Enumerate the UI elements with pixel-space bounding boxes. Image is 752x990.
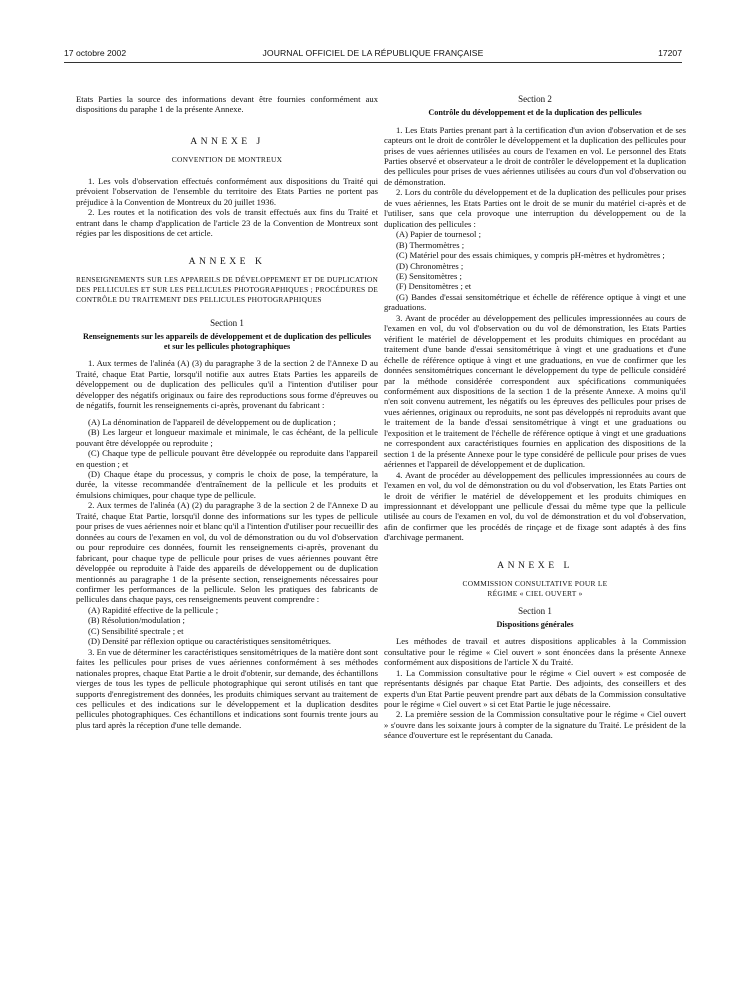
annex-k-p2-list	[76, 605, 378, 647]
list-item: (E) Sensitomètres ;	[396, 271, 462, 281]
list-item: (B) Résolution/modulation ;	[88, 615, 185, 626]
left-column	[76, 94, 378, 730]
list-item: (B) Thermomètres ;	[396, 239, 465, 250]
section-2-title: Contrôle du développement et de la duplication des pellicules	[428, 108, 642, 118]
header-date: 17 octobre 2002	[64, 48, 127, 58]
annex-k-heading: ANNEXE K	[188, 255, 266, 267]
list-item: (A) Rapidité effective de la pellicule ;	[88, 604, 219, 615]
list-item: (F) Densitomètres ; et	[396, 281, 472, 292]
section-2-paragraph: 3. Avant de procéder au développement des pellicules impressionnées au cours de l'examen en vol, du vol d'observation ou du vol de démonstration, les Etats Parties vérifient le matériel de développement et les produits chimiques en procédant au traitement d'une bande d'essai sensitométrique à vingt et une graduations et d'une échelle de référence optique à vingt et une graduations, en vue de confirmer que les données sensitométriques concernant le développement du type de pellicule considéré par la méthode considérée correspondent aux spécifications communiquées conformément aux dispositions de la section 1 de la présente Annexe. A moins qu'il n'en soit convenu autrement, les négatifs ou les épreuves des pellicules pour prises de vues aériennes, originaux ou reproduits, ne sont pas développés ni reproduits avant que le traitement de la bande d'essai sensitométrique à vingt et une graduations ou l'exposition et le traitement de l'échelle de référence optique à vingt et une graduations ne correspondent aux caractéristiques fournies en application des dispositions de la section 1 de la présente Annexe pour le type considéré de pellicule pour prises de vues aériennes et l'appareil de développement et de duplication.	[384, 312, 686, 470]
list-item: (D) Chronomètres ;	[396, 260, 464, 271]
list-item: (D) Chaque étape du processus, y compris le choix de pose, la température, la durée, la vitesse recommandée d'entraînement de la pellicule et les produits et émulsions chimiques, pour chaque type de pellicule.	[76, 468, 378, 500]
annex-l-paragraph: 2. La première session de la Commission consultative pour le régime « Ciel ouvert » s'ouvre dans les soixante jours à compter de la signature du Traité. Le président de la séance d'ouverture est le représentant du Canada.	[384, 709, 686, 741]
equipment-list	[384, 229, 686, 313]
list-item: (G) Bandes d'essai sensitométrique et échelle de référence optique à vingt et une graduations.	[384, 291, 686, 313]
annex-j-title: CONVENTION DE MONTREUX	[171, 155, 283, 165]
list-item: (C) Matériel pour des essais chimiques, y compris pH-mètres et hydromètres ;	[396, 250, 665, 261]
section-2-paragraph: 4. Avant de procéder au développement des pellicules impressionnées au cours de l'examen en vol, du vol de démonstration ou du vol d'observation, les Etats Parties ont le droit de vérifier le matériel de développement et les produits chimiques en impressionnant et développant une pellicule d'essai du même type que la pellicule utilisée au cours de l'examen en vol, du vol de démonstration et du vol d'observation, afin de confirmer que les procédés de rinçage et de fixage sont adaptés à des fins d'archivage permanent.	[384, 469, 686, 543]
annex-j-paragraph: 2. Les routes et la notification des vols de transit effectués aux fins du Traité et entrant dans le champ d'application de l'article 23 de la Convention de Montreux sont régies par les dispositions de cet article.	[76, 207, 378, 239]
list-item: (C) Chaque type de pellicule pouvant être développée ou reproduite dans l'appareil en question ; et	[76, 448, 378, 469]
right-column	[384, 94, 686, 741]
page-header	[64, 46, 682, 60]
list-item: (B) Les largeur et longueur maximale et minimale, le cas échéant, de la pellicule pouvant être développée ou reproduite ;	[76, 427, 378, 448]
section-2-paragraph: 2. Lors du contrôle du développement et de la duplication des pellicules pour prises de vues aériennes, les Etats Parties ont le droit de se munir du matériel ci-après et de l'utiliser, sans que cela provoque une interruption du développement ou de la duplication des pellicules :	[384, 187, 686, 229]
annex-k-section-title: Renseignements sur les appareils de développement et de duplication des pellicules et sur les pellicules photographiques	[82, 332, 372, 352]
annex-k-p1-list	[76, 417, 378, 501]
header-journal-title: JOURNAL OFFICIEL DE LA RÉPUBLIQUE FRANÇAISE	[262, 48, 484, 58]
list-item: (D) Densité par réflexion optique ou caractéristiques sensitométriques.	[88, 636, 331, 647]
continuation-paragraph: Etats Parties la source des informations devant être fournies conformément aux dispositions du paraphe 1 de la présente Annexe.	[76, 94, 378, 115]
list-item: (C) Sensibilité spectrale ; et	[88, 625, 184, 636]
annex-k-title: RENSEIGNEMENTS SUR LES APPAREILS DE DÉVELOPPEMENT ET DE DUPLICATION DES PELLICULES ET SUR LES PELLICULES PHOTOGRAPHIQUES ; PROCÉDURES DE CONTRÔLE DU TRAITEMENT DES PELLICULES PHOTOGRAPHIQUES	[76, 274, 378, 305]
annex-l-paragraph: Les méthodes de travail et autres dispositions applicables à la Commission consultative pour le régime « Ciel ouvert » sont énoncées dans la présente Annexe conformément aux dispositions de l'article X du Traité.	[384, 636, 686, 668]
section-2-paragraph: 1. Les Etats Parties prenant part à la certification d'un avion d'observation et de ses capteurs ont le droit de contrôler le développement et la duplication des pellicules pour prises de vues aériennes utilisées au cours de l'examen en vol. Le personnel des Etats Parties observé et observateur a le droit de contrôler le développement et la duplication des pellicules pour prises de vues aériennes utilisées au cours d'un vol d'observation ou de démonstration.	[384, 124, 686, 187]
annex-k-section-label: Section 1	[210, 317, 244, 328]
header-rule	[64, 62, 682, 63]
annex-l-section-title: Dispositions générales	[496, 620, 574, 630]
annex-k-paragraph: 3. En vue de déterminer les caractéristiques sensitométriques de la matière dont sont faites les pellicules pour prises de vues aériennes conformément à ses méthodes nationales propres, chaque Etat Partie a le droit d'obtenir, sur demande, des échantillons vierges de tous les types de pellicule photographique qui seront utilisés en tant que supports d'enregistrement des données, les produits chimiques servant au traitement de ces pellicules et des indications sur le développement et la duplication desdites pellicules photographiques. Ces échantillons et indications sont fournis trente jours au plus tard après la réception d'une telle demande.	[76, 646, 378, 730]
section-2-label: Section 2	[518, 94, 552, 104]
list-item: (A) La dénomination de l'appareil de développement ou de duplication ;	[88, 416, 336, 427]
annex-l-title: COMMISSION CONSULTATIVE POUR LE RÉGIME « CIEL OUVERT »	[462, 579, 608, 599]
annex-j-heading: ANNEXE J	[190, 135, 264, 147]
annex-j-paragraph: 1. Les vols d'observation effectués conformément aux dispositions du Traité qui prévoient l'observation de l'ensemble du territoire des Etats Parties ne portent pas préjudice à la Convention de Montreux du 20 juillet 1936.	[76, 175, 378, 207]
list-item: (A) Papier de tournesol ;	[396, 229, 481, 240]
annex-k-paragraph: 1. Aux termes de l'alinéa (A) (3) du paragraphe 3 de la section 2 de l'Annexe D au Traité, chaque Etat Partie, lorsqu'il notifie aux autres Etats Parties les appareils de développement ou de duplication des pellicules qu'il a l'intention d'utiliser pour développer des négatifs originaux ou faire des reproductions sous forme d'épreuves ou de négatifs, fournit les renseignements ci-après, provenant du fabricant :	[76, 358, 378, 411]
annex-l-heading: ANNEXE L	[497, 559, 573, 571]
annex-k-paragraph: 2. Aux termes de l'alinéa (A) (2) du paragraphe 3 de la section 2 de l'Annexe D au Traité, chaque Etat Partie, lorsqu'il donne des informations sur les types de pellicule pour prises de vues aériennes noir et blanc qu'il a l'intention d'utiliser pour recueillir des données au cours de l'examen en vol, du vol de démonstration ou du vol d'observation ou pour reproduire ces données, fournit les renseignements ci-après, provenant du fabricant, pour chaque type de pellicule pour prises de vues aériennes pouvant être développée ou reproduite à l'aide des appareils de développement ou de duplication mentionnés au paragraphe 1 de la présente section, renseignements nécessaires pour confirmer les performances de la pellicule. Selon les pratiques des fabricants de pellicules dans chaque pays, ces renseignements peuvent comprendre :	[76, 500, 378, 605]
header-page-number: 17207	[658, 48, 682, 58]
annex-l-paragraph: 1. La Commission consultative pour le régime « Ciel ouvert » est composée de représentants désignés par chaque Etat Partie. Des adjoints, des conseillers et des experts d'un Etat Partie peuvent prendre part aux débats de la Commission consultative pour le régime « Ciel ouvert » si cet Etat Partie le juge nécessaire.	[384, 667, 686, 710]
annex-l-section-label: Section 1	[518, 605, 552, 616]
